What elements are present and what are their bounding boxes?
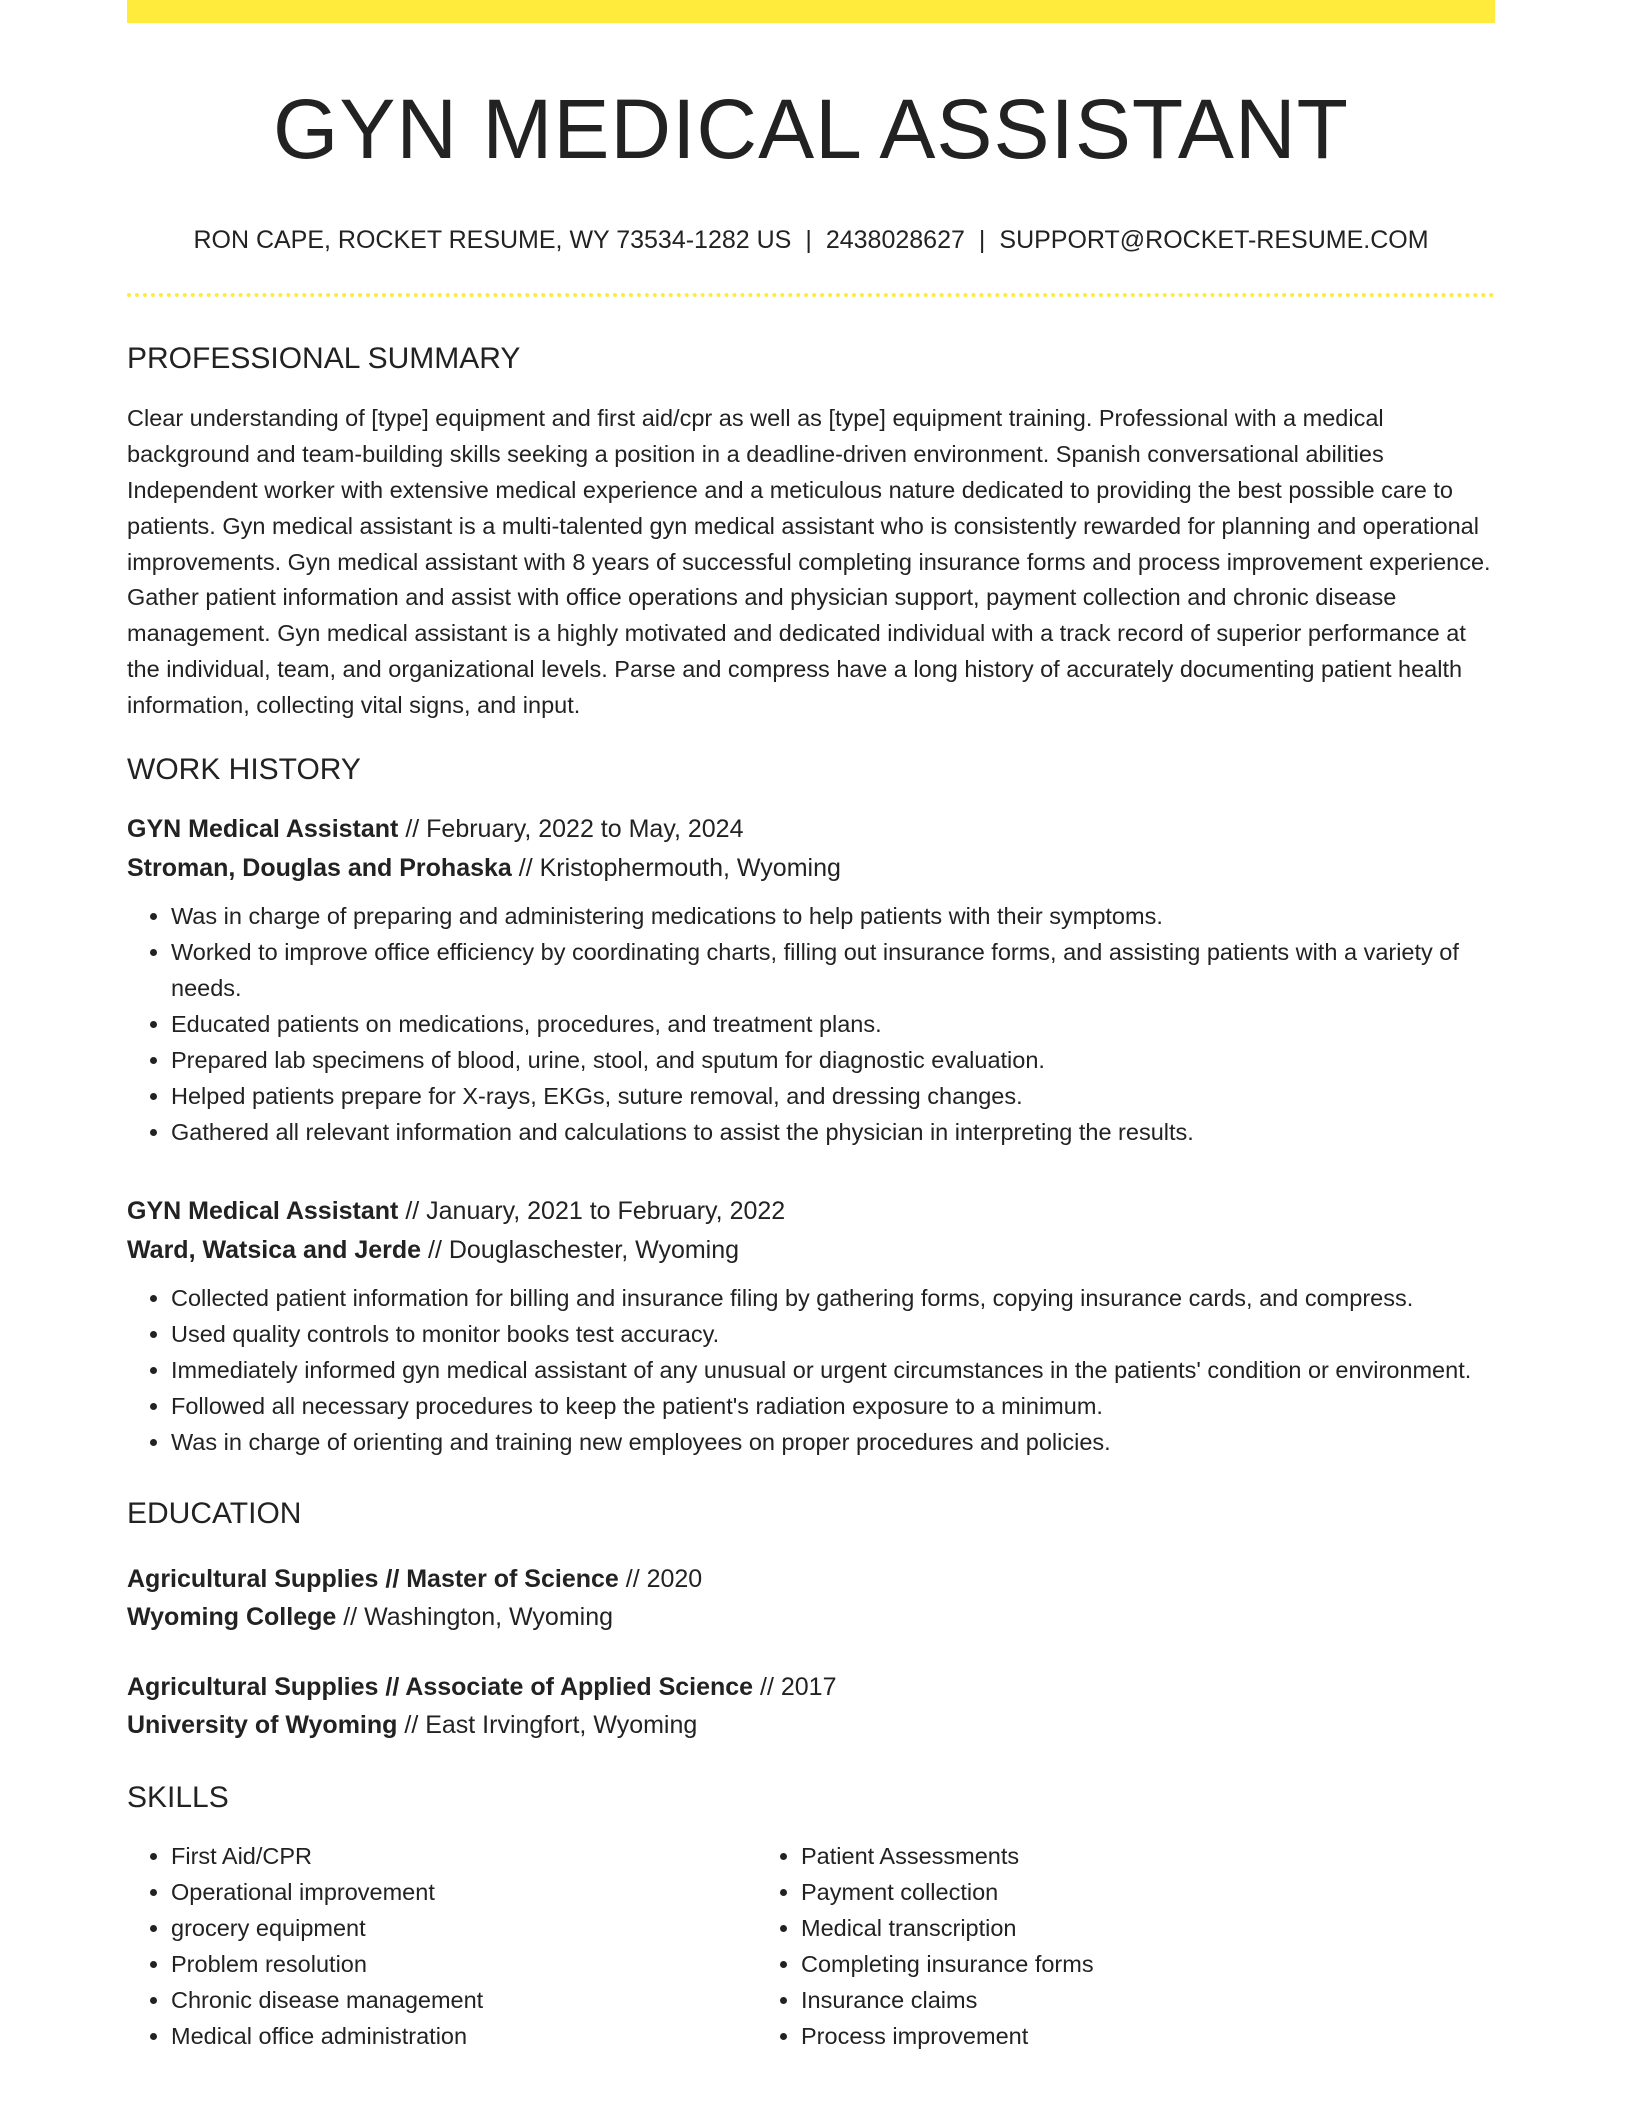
- list-item: • Completing insurance forms: [801, 1946, 1431, 1982]
- job-company: Stroman, Douglas and Prohaska: [127, 853, 512, 882]
- list-item: • Worked to improve office efficiency by coordinating charts, filling out insurance forms, and assisting patients with a variety of needs.: [171, 934, 1495, 1006]
- list-item: • grocery equipment: [171, 1910, 757, 1946]
- dotted-divider: [127, 293, 1495, 297]
- education-school-line: [127, 1598, 1495, 1636]
- contact-line: [127, 225, 1495, 255]
- education-heading: EDUCATION: [127, 1496, 302, 1530]
- education-location: // East Irvingfort, Wyoming: [397, 1710, 698, 1739]
- job-title-line: [127, 810, 1495, 849]
- contact-address: RON CAPE, ROCKET RESUME, WY 73534-1282 US: [193, 226, 792, 255]
- education-entry: [127, 1560, 1495, 1636]
- list-item: • Helped patients prepare for X-rays, EKGs, suture removal, and dressing changes.: [171, 1078, 1495, 1114]
- job-dates: // February, 2022 to May, 2024: [398, 814, 744, 843]
- list-item: • Used quality controls to monitor books test accuracy.: [171, 1316, 1495, 1352]
- list-item: • First Aid/CPR: [171, 1838, 757, 1874]
- education-year: // 2020: [618, 1564, 703, 1593]
- education-degree: Agricultural Supplies // Master of Science: [127, 1564, 619, 1593]
- candidate-name: GYN MEDICAL ASSISTANT: [273, 82, 1349, 176]
- education-school-line: [127, 1706, 1495, 1744]
- resume-page: [127, 0, 1495, 2054]
- contact-separator: |: [978, 226, 986, 255]
- job-position: GYN Medical Assistant: [127, 1196, 399, 1225]
- education-school: Wyoming College: [127, 1602, 337, 1631]
- list-item: • Chronic disease management: [171, 1982, 757, 2018]
- education-degree-line: [127, 1668, 1495, 1706]
- list-item: • Immediately informed gyn medical assistant of any unusual or urgent circumstances in the patients' condition or environment.: [171, 1352, 1495, 1388]
- list-item: • Prepared lab specimens of blood, urine, stool, and sputum for diagnostic evaluation.: [171, 1042, 1495, 1078]
- job-duties-list: [127, 1280, 1495, 1460]
- education-entry: [127, 1668, 1495, 1744]
- skills-columns: [127, 1838, 1495, 2054]
- work-history-heading: WORK HISTORY: [127, 752, 361, 786]
- list-item: • Process improvement: [801, 2018, 1431, 2054]
- list-item: • Was in charge of orienting and training new employees on proper procedures and policies.: [171, 1424, 1495, 1460]
- list-item: • Operational improvement: [171, 1874, 757, 1910]
- list-item: • Medical office administration: [171, 2018, 757, 2054]
- skills-list-left: [127, 1838, 757, 2054]
- list-item: • Patient Assessments: [801, 1838, 1431, 1874]
- list-item: • Medical transcription: [801, 1910, 1431, 1946]
- job-entry: [127, 1192, 1495, 1460]
- job-location: // Kristophermouth, Wyoming: [511, 853, 841, 882]
- list-item: • Followed all necessary procedures to keep the patient's radiation exposure to a minimum.: [171, 1388, 1495, 1424]
- list-item: • Gathered all relevant information and calculations to assist the physician in interpreting the results.: [171, 1114, 1495, 1150]
- contact-separator: |: [805, 226, 812, 255]
- job-title-line: [127, 1192, 1495, 1231]
- summary-text: Clear understanding of [type] equipment and first aid/cpr as well as [type] equipment training. Professional with a medical background and team-building skills seeking a position in a deadline-driven environment. Spanish conversational abilities Independent worker with extensive medical experience and a meticulous nature dedicated to providing the best possible care to patients. Gyn medical assistant is a multi-talented gyn medical assistant who is consistently rewarded for planning and operational improvements. Gyn medical assistant with 8 years of successful completing insurance forms and process improvement experience. Gather patient information and assist with office operations and physician support, payment collection and chronic disease management. Gyn medical assistant is a highly motivated and dedicated individual with a track record of superior performance at the individual, team, and organizational levels. Parse and compress have a long history of accurately documenting patient health information, collecting vital signs, and input.: [127, 405, 1491, 718]
- job-position: GYN Medical Assistant: [127, 814, 399, 843]
- list-item: • Educated patients on medications, procedures, and treatment plans.: [171, 1006, 1495, 1042]
- education-school: University of Wyoming: [127, 1710, 398, 1739]
- list-item: • Collected patient information for billing and insurance filing by gathering forms, copying insurance cards, and compress.: [171, 1280, 1495, 1316]
- education-year: // 2017: [753, 1672, 837, 1701]
- job-company-line: [127, 1231, 1495, 1270]
- contact-phone: 2438028627: [825, 226, 965, 255]
- skills-list-right: [757, 1838, 1431, 2054]
- skills-heading: SKILLS: [127, 1780, 229, 1814]
- list-item: • Problem resolution: [171, 1946, 757, 1982]
- job-company: Ward, Watsica and Jerde: [127, 1235, 422, 1264]
- list-item: • Insurance claims: [801, 1982, 1431, 2018]
- contact-email: SUPPORT@ROCKET-RESUME.COM: [999, 226, 1429, 255]
- job-company-line: [127, 849, 1495, 888]
- list-item: • Was in charge of preparing and administering medications to help patients with their symptoms.: [171, 898, 1495, 934]
- education-location: // Washington, Wyoming: [336, 1602, 614, 1631]
- job-duties-list: [127, 898, 1495, 1150]
- education-degree-line: [127, 1560, 1495, 1598]
- job-location: // Douglaschester, Wyoming: [421, 1235, 740, 1264]
- job-entry: [127, 810, 1495, 1150]
- accent-bar: [127, 0, 1495, 23]
- education-degree: Agricultural Supplies // Associate of Applied Science: [127, 1672, 754, 1701]
- list-item: • Payment collection: [801, 1874, 1431, 1910]
- summary-heading: PROFESSIONAL SUMMARY: [127, 342, 521, 376]
- job-dates: // January, 2021 to February, 2022: [398, 1196, 786, 1225]
